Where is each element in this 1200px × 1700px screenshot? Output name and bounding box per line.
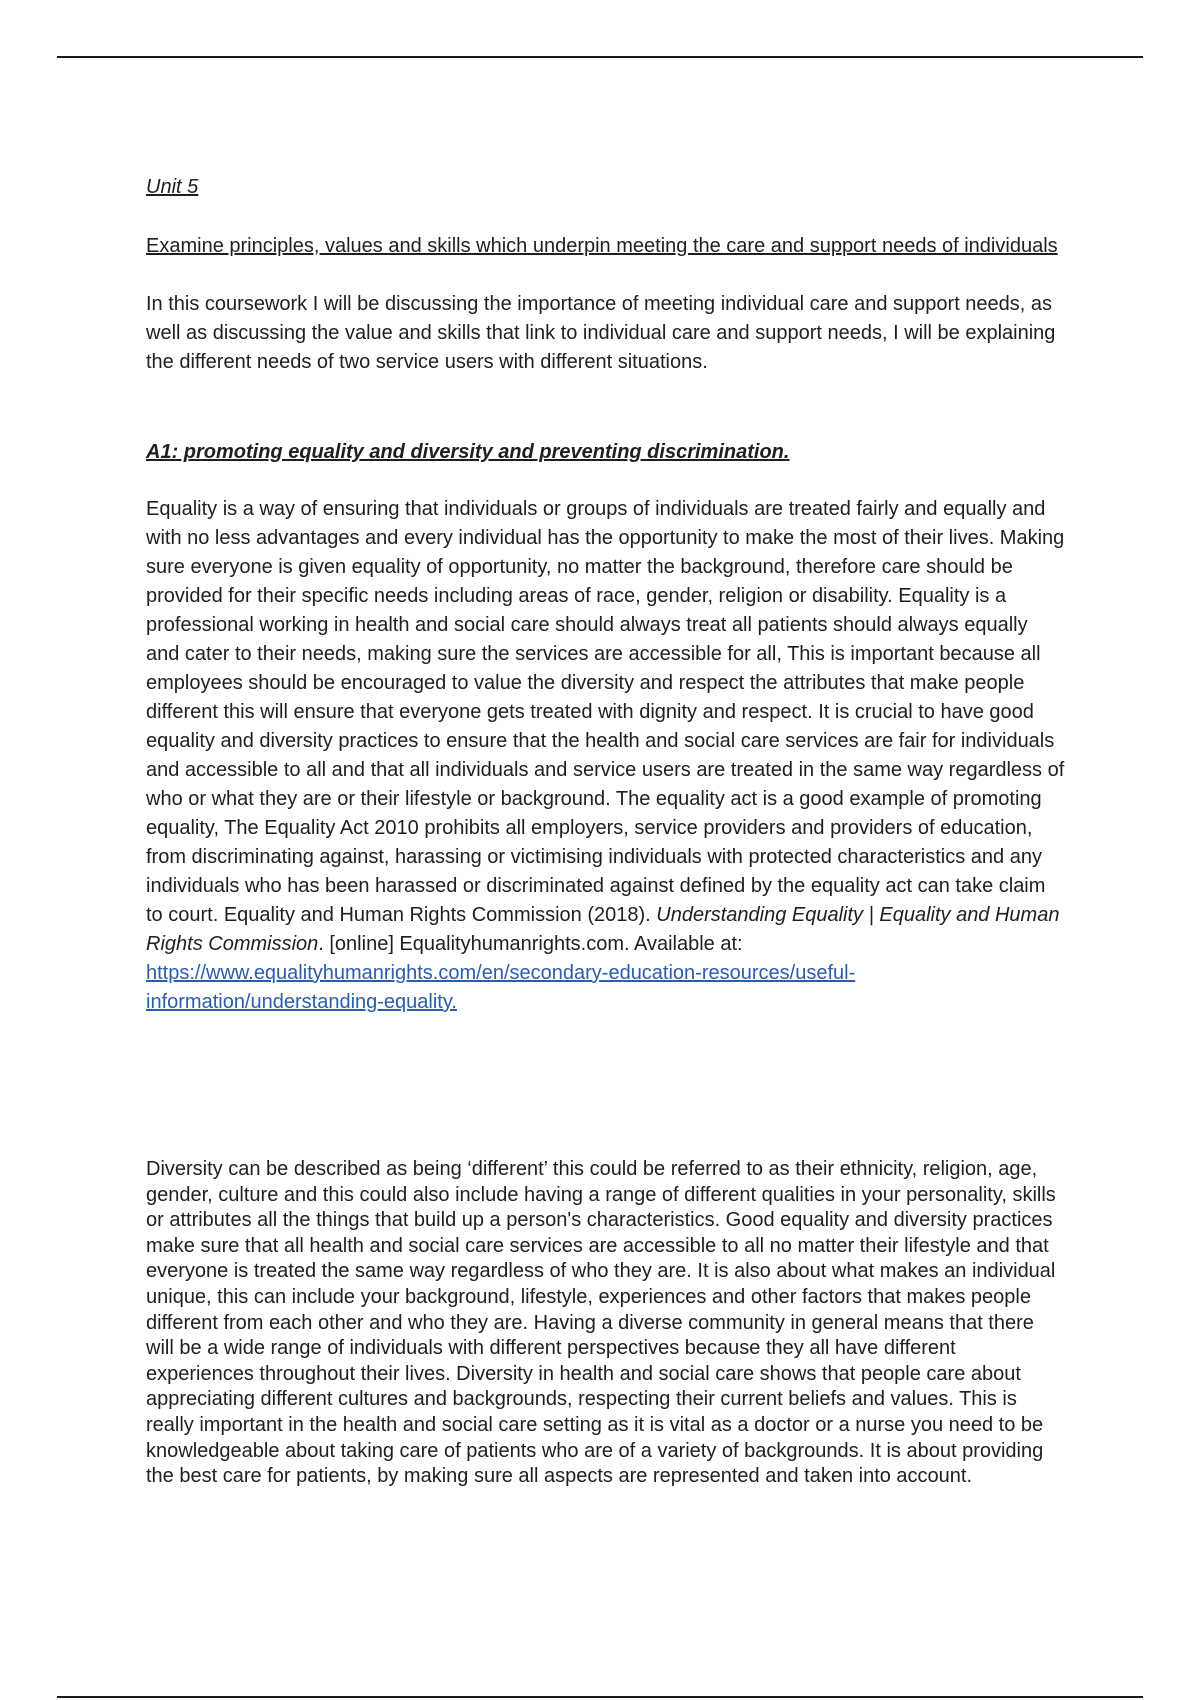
page-bottom-rule <box>57 1696 1143 1698</box>
section-heading-a1: A1: promoting equality and diversity and preventing discrimination. <box>146 441 790 463</box>
unit-title: Unit 5 <box>146 176 199 198</box>
equality-text: Equality is a way of ensuring that individuals or groups of individuals are treated fairly and equally and with no less advantages and every individual has the opportunity to make the most of their lives. Making sure everyone is given equality of opportunity, no matter the background, therefore care should be provided for their specific needs including areas of race, gender, religion or disability. Equality is a professional working in health and social care should always treat all patients should always equally and cater to their needs, making sure the services are accessible for all, This is important because all employees should be encouraged to value the diversity and respect the attributes that make people different this will ensure that everyone gets treated with dignity and respect. It is crucial to have good equality and diversity practices to ensure that the health and social care services are fair for individuals and accessible to all and that all individuals and service users are treated in the same way regardless of who or what they are or their lifestyle or background. The equality act is a good example of promoting equality, The Equality Act 2010 prohibits all employers, service providers and providers of education, from discriminating against, harassing or victimising individuals with protected characteristics and any individuals who has been harassed or discriminated against defined by the equality act can take claim to court. <box>146 498 1065 926</box>
reference-prefix: Equality and Human Rights Commission (2018). <box>223 904 657 926</box>
equality-paragraph <box>146 495 1066 1017</box>
reference-title: Understanding Equality | Equality and Human Rights Commission <box>146 904 1060 955</box>
reference-after-title: . [online] Equalityhumanrights.com. Available at: <box>318 933 743 955</box>
reference-link[interactable]: https://www.equalityhumanrights.com/en/secondary-education-resources/useful-information/understanding-equality. <box>146 962 856 1013</box>
diversity-paragraph: Diversity can be described as being ‘different’ this could be referred to as their ethnicity, religion, age, gender, culture and this could also include having a range of different qualities in your personality, skills or attributes all the things that build up a person's characteristics. Good equality and diversity practices make sure that all health and social care services are accessible to all no matter their lifestyle and that everyone is treated the same way regardless of who they are. It is also about what makes an individual unique, this can include your background, lifestyle, experiences and other factors that makes people different from each other and who they are. Having a diverse community in general means that there will be a wide range of individuals with different perspectives because they all have different experiences throughout their lives. Diversity in health and social care shows that people care about appreciating different cultures and backgrounds, respecting their current beliefs and values. This is really important in the health and social care setting as it is vital as a doctor or a nurse you need to be knowledgeable about taking care of patients who are of a variety of backgrounds. It is about providing the best care for patients, by making sure all aspects are represented and taken into account. <box>146 1158 1056 1488</box>
intro-paragraph: In this coursework I will be discussing the importance of meeting individual care and support needs, as well as discussing the value and skills that link to individual care and support needs, I will be explaining the different needs of two service users with different situations. <box>146 293 1056 373</box>
page-top-rule <box>57 56 1143 58</box>
assignment-title: Examine principles, values and skills which underpin meeting the care and support needs of individuals <box>146 235 1058 257</box>
